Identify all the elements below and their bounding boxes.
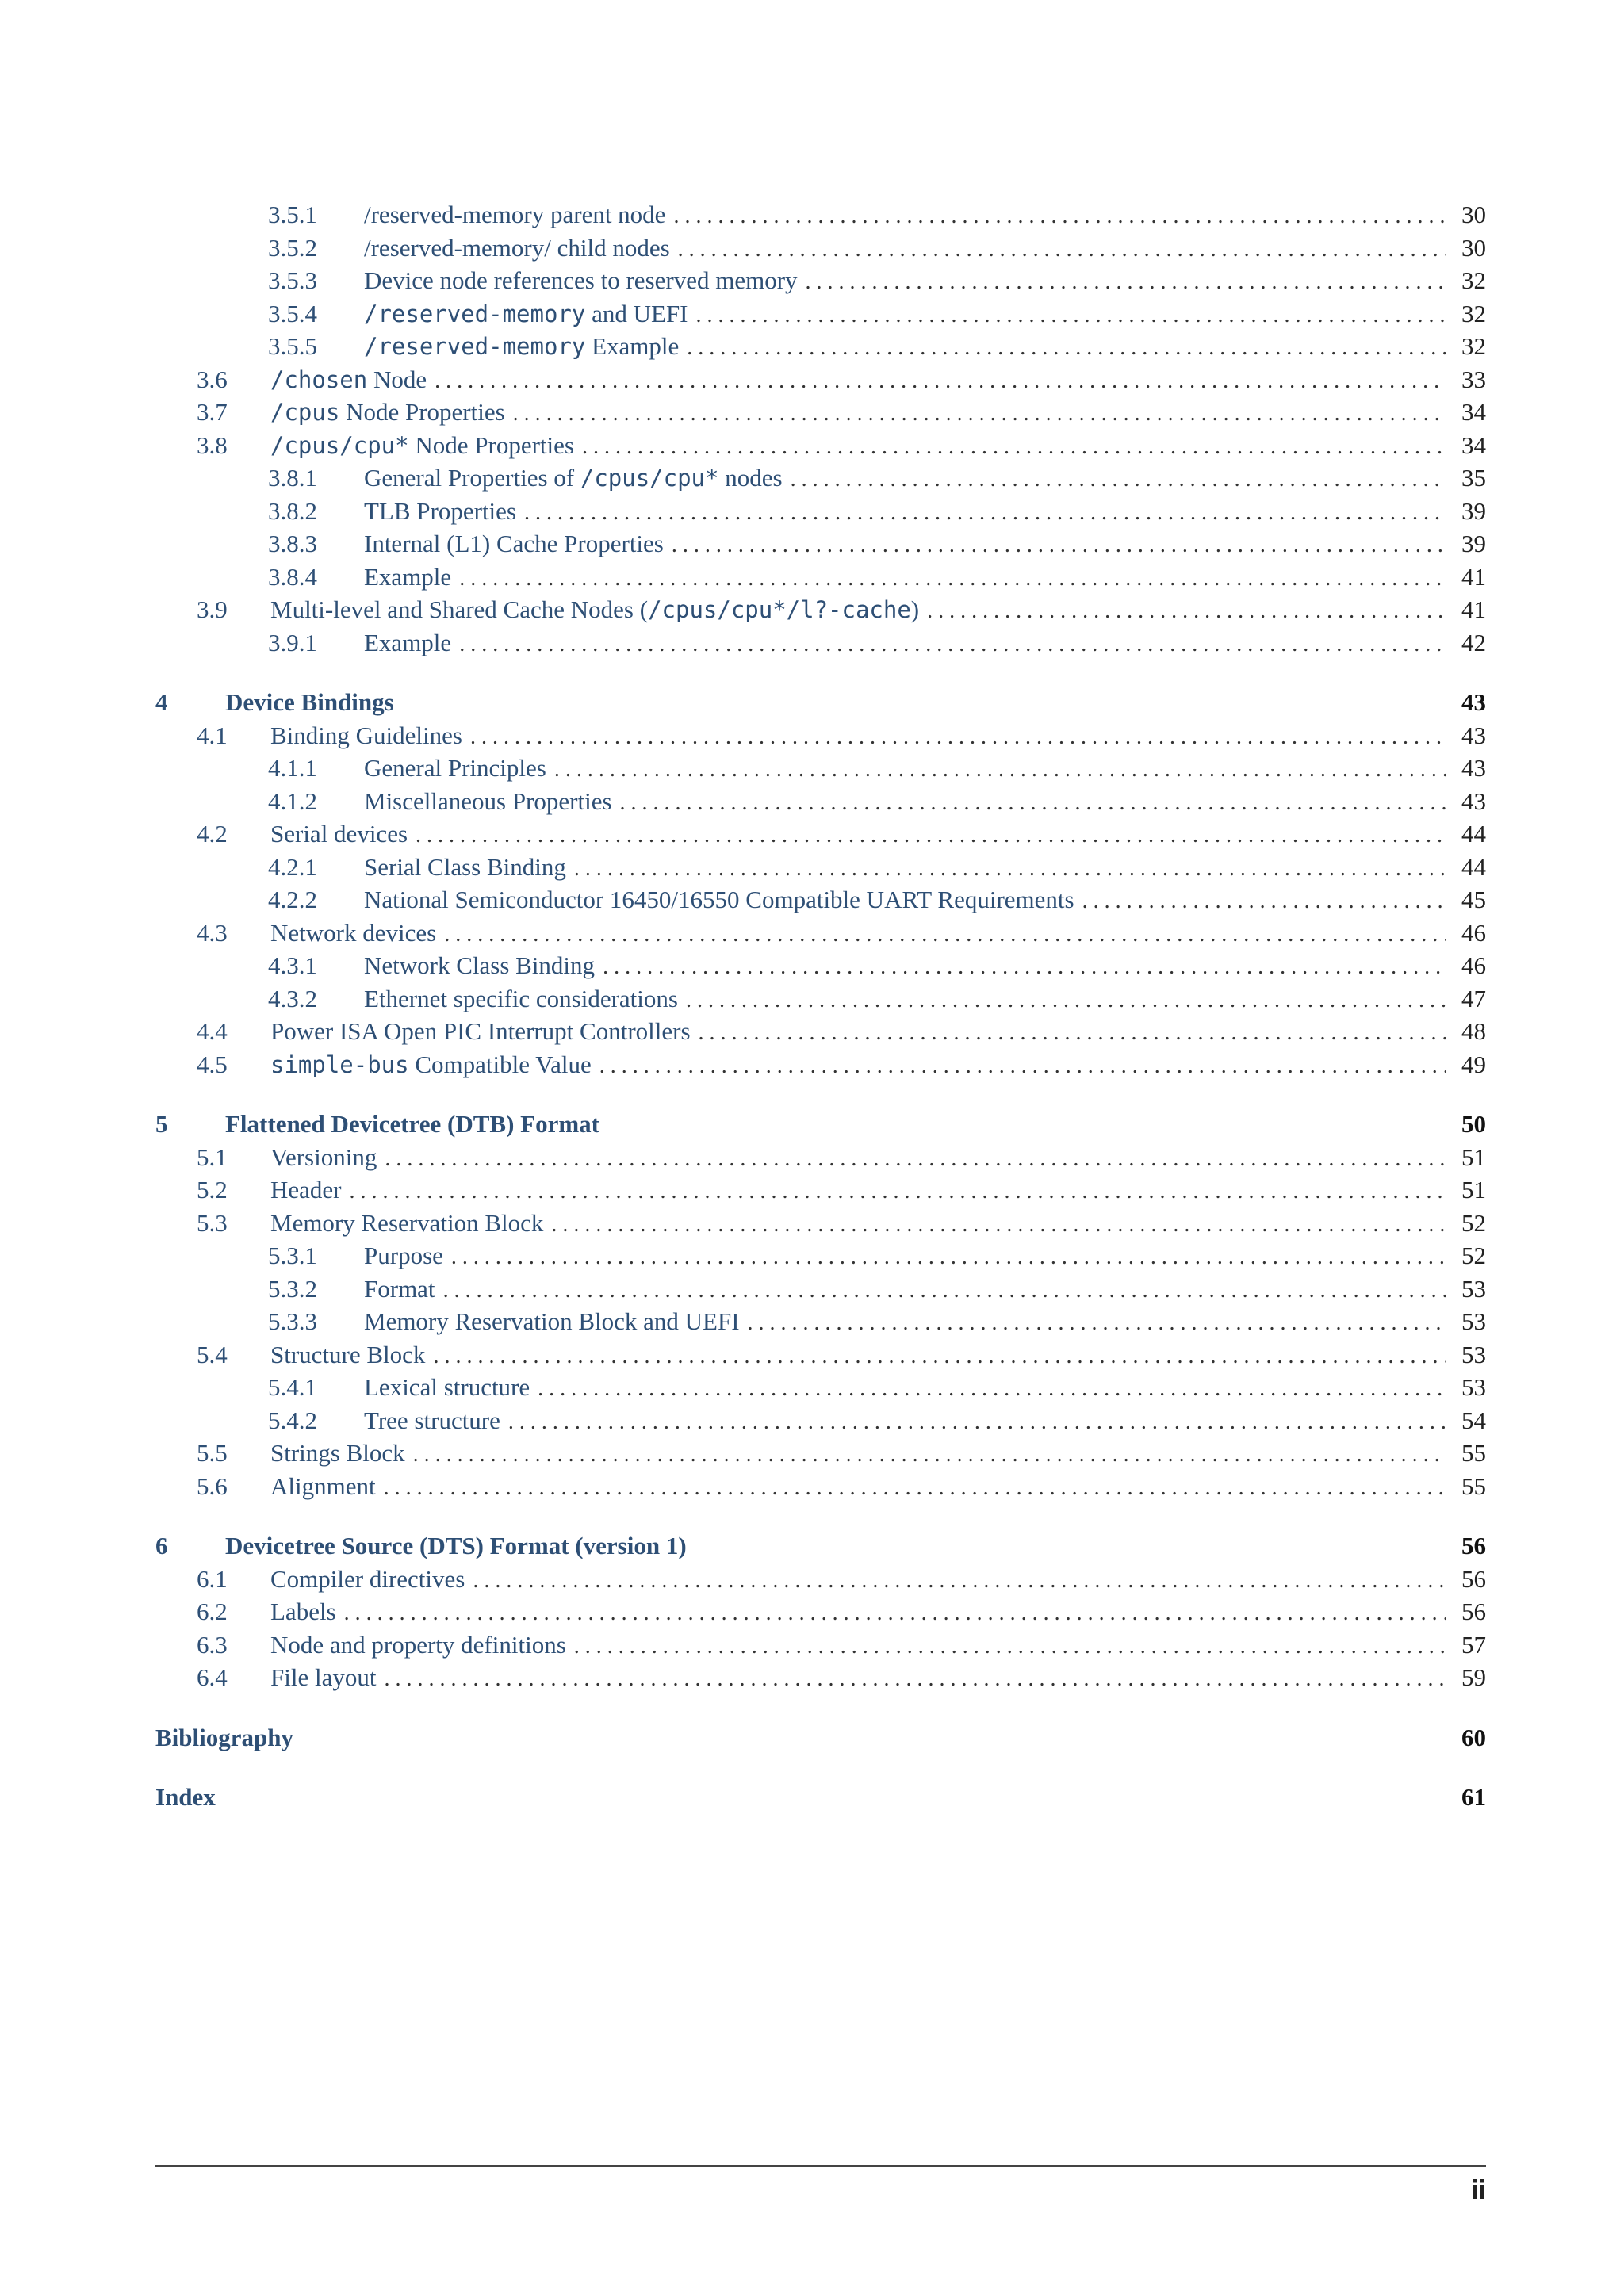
section-number: 4.1.1: [268, 754, 317, 782]
section-number: 3.5.2: [268, 233, 317, 262]
section-number: 5.4.2: [268, 1406, 317, 1434]
page-number[interactable]: 56: [1461, 1598, 1486, 1625]
leader-dots: [687, 335, 1446, 361]
leader-dots: [538, 1376, 1446, 1402]
toc-entry-5-4-1[interactable]: [155, 1373, 1486, 1406]
table-of-contents: [155, 201, 1486, 1816]
toc-bibliography[interactable]: [155, 1724, 1486, 1757]
section-title[interactable]: Memory Reservation Block and UEFI: [364, 1307, 740, 1335]
leader-dots: [508, 1410, 1446, 1435]
section-title[interactable]: [270, 398, 505, 427]
section-title[interactable]: Labels: [270, 1598, 336, 1625]
section-title[interactable]: Versioning: [270, 1142, 377, 1171]
section-number: 5.3.3: [268, 1307, 317, 1335]
toc-entry-5-2[interactable]: [155, 1176, 1486, 1209]
section-number: 4.4: [197, 1017, 228, 1045]
section-title[interactable]: Header: [270, 1176, 342, 1203]
section-title[interactable]: Structure Block: [270, 1340, 426, 1368]
section-number: 3.8: [197, 430, 228, 459]
toc-index[interactable]: [155, 1783, 1486, 1816]
title-text: General Properties of: [364, 464, 580, 492]
leader-dots: [384, 1667, 1446, 1692]
toc-entry-3-6[interactable]: [155, 365, 1486, 399]
page-number[interactable]: 30: [1461, 201, 1486, 228]
code-path: /cpus: [270, 399, 340, 426]
toc-chapter-5[interactable]: [155, 1110, 1486, 1143]
page-number[interactable]: 44: [1461, 852, 1486, 881]
page-number[interactable]: 56: [1461, 1564, 1486, 1593]
code-path: /reserved-memory: [364, 300, 586, 327]
code-path: /chosen: [270, 365, 368, 393]
section-number: 5.3.2: [268, 1274, 317, 1303]
section-number: 5.6: [197, 1471, 228, 1500]
section-title[interactable]: Device node references to reserved memory: [364, 266, 798, 294]
toc-entry-3-8[interactable]: [155, 431, 1486, 465]
page-number[interactable]: 32: [1461, 299, 1486, 327]
title-text: and UEFI: [585, 299, 688, 327]
section-title[interactable]: Internal (L1) Cache Properties: [364, 530, 664, 557]
toc-entry-3-5-3[interactable]: [155, 266, 1486, 300]
title-text: Node Properties: [408, 430, 574, 459]
page-number[interactable]: 47: [1461, 984, 1486, 1012]
section-number: 3.6: [197, 365, 228, 393]
page-number[interactable]: 44: [1461, 820, 1486, 848]
page-number[interactable]: 52: [1461, 1242, 1486, 1269]
section-title[interactable]: Format: [364, 1274, 435, 1303]
section-title[interactable]: Memory Reservation Block: [270, 1208, 544, 1237]
section-title[interactable]: Lexical structure: [364, 1373, 530, 1401]
toc-entry-3-5-1[interactable]: [155, 201, 1486, 234]
section-number: 6.4: [197, 1663, 228, 1691]
toc-entry-6-1[interactable]: [155, 1565, 1486, 1598]
title-text: Multi-level and Shared Cache Nodes (: [270, 595, 649, 623]
section-number: 4.3.2: [268, 984, 317, 1012]
section-title[interactable]: Node and property definitions: [270, 1630, 566, 1659]
section-title[interactable]: [364, 464, 783, 492]
section-title[interactable]: Serial Class Binding: [364, 852, 566, 881]
toc-entry-3-8-2[interactable]: [155, 497, 1486, 530]
page-number[interactable]: 34: [1461, 398, 1486, 426]
section-title[interactable]: [364, 332, 679, 361]
toc-chapter-6[interactable]: [155, 1532, 1486, 1565]
page-number[interactable]: 39: [1461, 530, 1486, 557]
title-text: Node: [367, 365, 427, 393]
leader-dots: [673, 204, 1446, 229]
leader-dots: [554, 757, 1446, 783]
leader-dots: [413, 1442, 1446, 1468]
toc-entry-6-2[interactable]: [155, 1598, 1486, 1631]
toc-entry-4-2-2[interactable]: [155, 886, 1486, 919]
section-number: 4.2.1: [268, 852, 317, 881]
page-number[interactable]: 56: [1461, 1532, 1486, 1559]
leader-dots: [459, 632, 1446, 657]
code-path: /cpus/cpu*: [580, 465, 719, 492]
page-number[interactable]: 51: [1461, 1142, 1486, 1171]
toc-entry-3-9-1[interactable]: [155, 629, 1486, 662]
toc-entry-5-4[interactable]: [155, 1341, 1486, 1374]
chapter-title[interactable]: Flattened Devicetree (DTB) Format: [225, 1110, 599, 1138]
toc-entry-5-5[interactable]: [155, 1439, 1486, 1472]
section-title[interactable]: Tree structure: [364, 1406, 500, 1434]
toc-entry-4-1[interactable]: [155, 721, 1486, 755]
page-number[interactable]: 30: [1461, 233, 1486, 262]
section-number: 3.9: [197, 595, 228, 623]
toc-entry-5-3-1[interactable]: [155, 1242, 1486, 1275]
page-number[interactable]: 53: [1461, 1373, 1486, 1401]
section-number: 3.8.1: [268, 464, 317, 492]
chapter-title[interactable]: Devicetree Source (DTS) Format (version 1): [225, 1532, 687, 1559]
section-title[interactable]: General Principles: [364, 754, 546, 782]
section-title[interactable]: National Semiconductor 16450/16550 Compatible UART Requirements: [364, 886, 1074, 913]
leader-dots: [699, 1020, 1446, 1046]
section-title[interactable]: Purpose: [364, 1242, 443, 1269]
chapter-number: 5: [155, 1110, 168, 1138]
toc-entry-3-9[interactable]: [155, 595, 1486, 629]
page-number[interactable]: 41: [1461, 562, 1486, 591]
leader-dots: [350, 1179, 1447, 1204]
section-title[interactable]: Strings Block: [270, 1439, 405, 1467]
leader-dots: [748, 1311, 1446, 1336]
title-text: Compatible Value: [408, 1050, 592, 1078]
section-title[interactable]: Binding Guidelines: [270, 721, 462, 749]
leader-dots: [524, 500, 1446, 526]
toc-entry-3-8-4[interactable]: [155, 563, 1486, 596]
leader-dots: [433, 1344, 1446, 1369]
page-number[interactable]: 43: [1461, 786, 1486, 815]
section-number: 5.3: [197, 1208, 228, 1237]
section-number: 4.1.2: [268, 786, 317, 815]
section-number: 3.8.4: [268, 562, 317, 591]
section-title[interactable]: Network Class Binding: [364, 951, 596, 979]
toc-entry-4-5[interactable]: [155, 1050, 1486, 1084]
section-title[interactable]: Power ISA Open PIC Interrupt Controllers: [270, 1017, 691, 1045]
footer-divider: [155, 2165, 1486, 2167]
title-text: Node Properties: [339, 398, 505, 426]
toc-entry-5-1[interactable]: [155, 1143, 1486, 1177]
leader-dots: [574, 856, 1446, 882]
page-number[interactable]: 43: [1461, 754, 1486, 782]
section-title[interactable]: [364, 300, 688, 328]
section-number: 4.1: [197, 721, 228, 749]
toc-entry-5-3[interactable]: [155, 1209, 1486, 1242]
page-number[interactable]: 48: [1461, 1017, 1486, 1045]
section-number: 6.2: [197, 1598, 228, 1625]
leader-dots: [806, 270, 1446, 295]
leader-dots: [672, 533, 1446, 558]
leader-dots: [551, 1212, 1446, 1238]
leader-dots: [927, 599, 1446, 624]
section-number: 5.4: [197, 1340, 228, 1368]
page-number[interactable]: 55: [1461, 1471, 1486, 1500]
page-number[interactable]: 32: [1461, 332, 1486, 360]
leader-dots: [443, 1278, 1446, 1303]
title-text-suffix: nodes: [718, 464, 783, 492]
page-number[interactable]: 45: [1461, 886, 1486, 913]
section-title[interactable]: [270, 365, 427, 394]
chapter-number: 6: [155, 1532, 168, 1559]
page-number[interactable]: 34: [1461, 430, 1486, 459]
footer-page-number: ii: [1471, 2175, 1486, 2206]
section-title[interactable]: Compiler directives: [270, 1564, 465, 1593]
code-path: /reserved-memory: [364, 333, 586, 360]
toc-entry-4-2-1[interactable]: [155, 853, 1486, 886]
leader-dots: [459, 566, 1446, 591]
leader-dots: [678, 237, 1446, 262]
page-number[interactable]: 33: [1461, 365, 1486, 393]
section-number: 4.5: [197, 1050, 228, 1078]
section-title[interactable]: Alignment: [270, 1471, 376, 1500]
page-number[interactable]: 53: [1461, 1274, 1486, 1303]
section-number: 5.1: [197, 1142, 228, 1171]
page-number[interactable]: 59: [1461, 1663, 1486, 1691]
toc-entry-4-1-2[interactable]: [155, 787, 1486, 821]
leader-dots: [696, 303, 1446, 328]
section-title[interactable]: Example: [364, 628, 452, 656]
section-number: 5.4.1: [268, 1373, 317, 1401]
section-number: 5.5: [197, 1439, 228, 1467]
leader-dots: [582, 434, 1446, 460]
leader-dots: [1082, 889, 1446, 914]
page-number[interactable]: 43: [1461, 721, 1486, 749]
toc-entry-4-1-1[interactable]: [155, 754, 1486, 787]
section-number: 5.2: [197, 1176, 228, 1203]
page-number[interactable]: 42: [1461, 628, 1486, 656]
section-number: 3.5.1: [268, 201, 317, 228]
section-number: 5.3.1: [268, 1242, 317, 1269]
section-number: 4.2: [197, 820, 228, 848]
leader-dots: [385, 1146, 1446, 1172]
toc-entry-5-4-2[interactable]: [155, 1406, 1486, 1440]
section-number: 3.5.5: [268, 332, 317, 360]
section-number: 3.5.3: [268, 266, 317, 294]
leader-dots: [384, 1475, 1446, 1501]
page-number[interactable]: 51: [1461, 1176, 1486, 1203]
toc-entry-3-5-2[interactable]: [155, 234, 1486, 267]
section-title[interactable]: Ethernet specific considerations: [364, 984, 678, 1012]
toc-entry-3-5-4[interactable]: [155, 300, 1486, 333]
page-number[interactable]: 43: [1461, 688, 1486, 716]
page-number[interactable]: 60: [1461, 1723, 1486, 1751]
page-number[interactable]: 54: [1461, 1406, 1486, 1434]
toc-entry-5-3-2[interactable]: [155, 1275, 1486, 1308]
page-number[interactable]: 50: [1461, 1110, 1486, 1138]
page-number[interactable]: 53: [1461, 1307, 1486, 1335]
toc-entry-6-3[interactable]: [155, 1631, 1486, 1664]
page-number[interactable]: 46: [1461, 918, 1486, 947]
toc-entry-3-7[interactable]: [155, 398, 1486, 431]
page-number[interactable]: 35: [1461, 464, 1486, 492]
toc-entry-5-3-3[interactable]: [155, 1307, 1486, 1341]
page-number[interactable]: 55: [1461, 1439, 1486, 1467]
leader-dots: [344, 1601, 1446, 1626]
leader-dots: [416, 823, 1446, 848]
chapter-title[interactable]: Device Bindings: [225, 688, 394, 716]
section-title[interactable]: Example: [364, 562, 452, 591]
leader-dots: [686, 988, 1446, 1013]
page-number[interactable]: 46: [1461, 951, 1486, 979]
code-path: /cpus/cpu*/l?-cache: [648, 596, 911, 623]
section-number: 4.2.2: [268, 886, 317, 913]
page-number[interactable]: 41: [1461, 595, 1486, 623]
title-text: Example: [585, 332, 680, 360]
section-title[interactable]: Network devices: [270, 918, 437, 947]
leader-dots: [513, 401, 1446, 427]
page-number[interactable]: 39: [1461, 496, 1486, 525]
toc-entry-5-6[interactable]: [155, 1472, 1486, 1506]
leader-dots: [791, 467, 1446, 492]
section-number: 6.1: [197, 1564, 228, 1593]
leader-dots: [444, 922, 1446, 947]
toc-entry-3-8-1[interactable]: [155, 464, 1486, 497]
section-title[interactable]: [270, 595, 919, 624]
index-title[interactable]: Index: [155, 1783, 216, 1811]
section-title[interactable]: Miscellaneous Properties: [364, 786, 612, 815]
section-title[interactable]: /reserved-memory/ child nodes: [364, 233, 670, 262]
section-title[interactable]: [270, 431, 574, 460]
page-number[interactable]: 49: [1461, 1050, 1486, 1078]
toc-entry-4-3[interactable]: [155, 919, 1486, 952]
leader-dots: [470, 725, 1446, 750]
page-number[interactable]: 61: [1461, 1783, 1486, 1811]
page-number[interactable]: 32: [1461, 266, 1486, 294]
leader-dots: [435, 369, 1446, 394]
section-title[interactable]: /reserved-memory parent node: [364, 201, 666, 228]
leader-dots: [599, 1054, 1446, 1079]
bibliography-title[interactable]: Bibliography: [155, 1723, 293, 1751]
toc-chapter-4[interactable]: [155, 688, 1486, 721]
section-number: 4.3: [197, 918, 228, 947]
leader-dots: [620, 790, 1446, 816]
code-path: simple-bus: [270, 1050, 409, 1078]
toc-entry-4-2[interactable]: [155, 820, 1486, 853]
chapter-number: 4: [155, 688, 168, 716]
code-path: /cpus/cpu*: [270, 431, 409, 459]
leader-dots: [574, 1634, 1446, 1659]
section-number: 4.3.1: [268, 951, 317, 979]
leader-dots: [473, 1568, 1446, 1594]
section-title[interactable]: File layout: [270, 1663, 377, 1691]
page-number[interactable]: 57: [1461, 1630, 1486, 1659]
toc-entry-6-4[interactable]: [155, 1663, 1486, 1697]
section-number: 6.3: [197, 1630, 228, 1659]
title-text-suffix: ): [910, 595, 920, 623]
page-number[interactable]: 53: [1461, 1340, 1486, 1368]
toc-entry-3-5-5[interactable]: [155, 332, 1486, 365]
section-title[interactable]: [270, 1050, 592, 1079]
section-number: 3.8.3: [268, 530, 317, 557]
section-title[interactable]: Serial devices: [270, 820, 408, 848]
leader-dots: [451, 1245, 1446, 1270]
section-title[interactable]: TLB Properties: [364, 496, 516, 525]
section-number: 3.7: [197, 398, 228, 426]
toc-entry-4-3-2[interactable]: [155, 985, 1486, 1018]
toc-entry-3-8-3[interactable]: [155, 530, 1486, 563]
toc-entry-4-4[interactable]: [155, 1017, 1486, 1050]
leader-dots: [603, 955, 1446, 980]
section-number: 3.8.2: [268, 496, 317, 525]
section-number: 3.5.4: [268, 299, 317, 327]
toc-entry-4-3-1[interactable]: [155, 951, 1486, 985]
section-number: 3.9.1: [268, 628, 317, 656]
page-number[interactable]: 52: [1461, 1208, 1486, 1237]
